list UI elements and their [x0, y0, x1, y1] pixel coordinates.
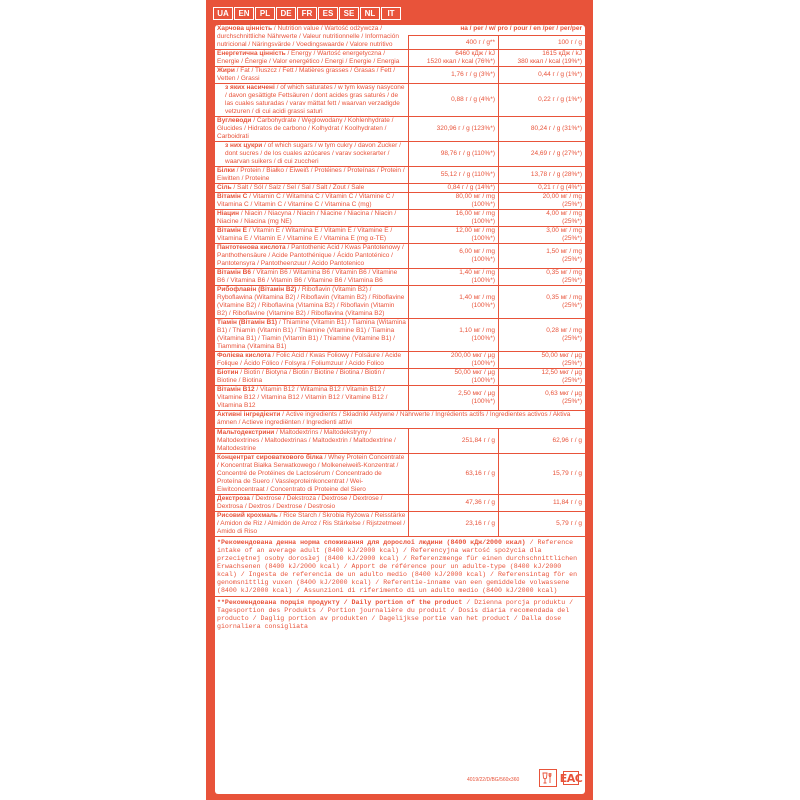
nutrient-name: Вітамін С — [217, 193, 248, 200]
value-line: 23,16 г / g — [465, 520, 495, 527]
value-per-100g — [498, 269, 585, 285]
value-per-100g — [498, 210, 585, 226]
value-line: 1,76 г / g (3%*) — [451, 71, 495, 78]
value-line: (100%*) — [471, 398, 495, 405]
value-line: (25%*) — [562, 277, 582, 284]
value-line: 4,00 мг / mg — [546, 210, 582, 217]
nutrient-translations: / Riboflavin (Vitamin B2) / Ryboflawina (Witamina B2) / Riboflavin (Vitamin B2) / Riboflavine (Vitamine B2) / Riboflavina (Vitamina B2) / Riboflavin (Vitamin B2) / Riboflavine (Vitamine B2) / Riboflavina (Vitamina B2) — [217, 286, 405, 317]
nutrient-name: з яких насичені — [225, 84, 275, 91]
value-line: 251,84 г / g — [461, 437, 495, 444]
value-line: (100%*) — [471, 335, 495, 342]
nutrient-row — [215, 352, 585, 369]
nutrient-translations: / Protein / Białko / Eiweiß / Protéines / Proteínas / Protein / Eiwitten / Proteine — [217, 167, 405, 182]
value-line: 24,69 г / g (27%*) — [530, 150, 582, 157]
header-per: на / per / w/ pro / pour / en /per / per/per — [408, 25, 585, 36]
nutrient-row — [215, 269, 585, 286]
nutrient-row — [215, 244, 585, 269]
value-line: 0,44 г / g (1%*) — [538, 71, 582, 78]
value-line: (25%*) — [562, 360, 582, 367]
active-label: Активні інгредієнти — [217, 411, 281, 418]
nutrient-translations: / Dextrose / Dekstroza / Dextrose / Dextrose / Dextrosa / Dextros / Dextrose / Destrosio — [217, 495, 383, 510]
nutrient-row — [215, 454, 585, 495]
nutrient-name: Вітамін Е — [217, 227, 247, 234]
nutrient-row — [215, 512, 585, 537]
nutrient-translations: / Vitamin C / Witamina C / Vitamin C / Vitamine C / Vitamina C / Vitamin C / Vitamine C / Vitamina C (mg) — [217, 193, 394, 208]
value-line: 1,40 мг / mg — [459, 269, 495, 276]
nutrient-name: Мальтодекстрини — [217, 429, 275, 436]
language-tag-fr: FR — [297, 7, 317, 20]
nutrient-translations: / Vitamin B6 / Witamina B6 / Vitamin B6 / Vitamine B6 / Vitamina B6 / Vitamin B6 / Vitamine B6 / Vitamina B6 — [217, 269, 398, 284]
nutrient-translations: / Rice Starch / Skrobia Ryżowa / Reisstärke / Amidon de Riz / Almidón de Arroz / Ris Stärkelse / Rijstzetmeel / Amido di Riso — [217, 512, 406, 535]
nutrient-name: Жири — [217, 67, 235, 74]
value-line: (25%*) — [562, 256, 582, 263]
nutrient-row — [215, 184, 585, 193]
value-line: 80,00 мг / mg — [455, 193, 495, 200]
value-per-portion — [408, 386, 498, 410]
value-per-100g — [498, 117, 585, 141]
value-line: 63,16 г / g — [465, 470, 495, 477]
value-line: (25%*) — [562, 335, 582, 342]
language-bar — [213, 7, 402, 20]
glass-fork-icon — [539, 769, 557, 787]
value-per-100g — [498, 50, 585, 66]
value-per-portion — [408, 244, 498, 268]
value-line: 0,22 г / g (1%*) — [538, 96, 582, 103]
footnote-daily-portion: **Рекомендована порція продукту / Daily portion of the product / Dzienna porcja produktu / Tagesportion des Produkts / Portion journalière du produit / Dosis diaria recomendada del producto / Daglig portion av produkten / Dagelijkse portie van het product / Dalla dose giornaliera consigliata — [217, 599, 574, 630]
nutrient-name: Рибофлавін (Вітамін В2) — [217, 286, 297, 293]
nutrient-name: Тіамін (Вітамін В1) — [217, 319, 278, 326]
value-per-portion — [408, 319, 498, 351]
value-per-100g — [498, 184, 585, 192]
value-line: (100%*) — [471, 277, 495, 284]
nutrient-name: Фолієва кислота — [217, 352, 271, 359]
value-per-portion — [408, 369, 498, 385]
nutrient-translations: / of which saturates / w tym kwasy nasycone / davon gesättigte Fettsäuren / dont acides gras saturés / de las cuales saturadas / varav mättat fett / waarvan verzadigde vetzuren / di cui acidi grassi saturi — [225, 84, 405, 115]
value-per-portion — [408, 454, 498, 494]
value-line: 12,00 мг / mg — [455, 227, 495, 234]
value-per-portion — [408, 50, 498, 66]
value-line: 1,10 мг / mg — [459, 327, 495, 334]
value-line: 6460 кДж / kJ — [455, 50, 495, 57]
value-per-portion — [408, 117, 498, 141]
value-per-100g — [498, 454, 585, 494]
value-line: 0,84 г / g (14%*) — [447, 184, 495, 191]
value-per-portion — [408, 142, 498, 166]
value-per-100g — [498, 84, 585, 116]
nutrient-name: Рисовий крохмаль — [217, 512, 278, 519]
nutrient-name: Білки — [217, 167, 235, 174]
value-line: (100%*) — [471, 218, 495, 225]
nutrient-row — [215, 67, 585, 84]
nutrient-translations: / Energy / Wartość energetyczna / Energie / Énergie / Valor energético / Energi / Energie / Energia — [217, 50, 400, 65]
nutrient-translations: / of which sugars / w tym cukry / davon Zucker / dont sucres / de los cuales azúcares / varav sockerarter / waarvan suikers / di cui zuccheri — [225, 142, 401, 165]
nutrient-translations: / Maltodextrins / Maltodekstryny / Maltodextrines / Maltodextrinas / Maltodextrin / Maltodextrine / Maltodestrine — [217, 429, 396, 452]
nutrient-row — [215, 429, 585, 454]
value-per-portion — [408, 67, 498, 83]
value-per-100g — [498, 352, 585, 368]
value-line: (25%*) — [562, 302, 582, 309]
value-per-100g — [498, 512, 585, 536]
nutrient-name: Енергетична цінність — [217, 50, 286, 57]
language-tag-es: ES — [318, 7, 338, 20]
value-per-100g — [498, 227, 585, 243]
nutrient-row — [215, 117, 585, 142]
value-per-portion — [408, 227, 498, 243]
value-per-portion — [408, 512, 498, 536]
value-line: 0,21 г / g (4%*) — [538, 184, 582, 191]
header-col1: 400 г / g** — [408, 36, 498, 49]
value-line: (25%*) — [562, 235, 582, 242]
value-line: 1615 кДж / kJ — [542, 50, 582, 57]
value-per-portion — [408, 429, 498, 453]
value-line: 15,79 г / g — [552, 470, 582, 477]
value-line: 62,96 г / g — [552, 437, 582, 444]
value-per-100g — [498, 429, 585, 453]
header-label-rest: / Nutrition value / Wartość odżywcza / durchschnittliche Nährwerte / Valeur nutritionnelle / Información nutricional / Näringsvärde / Voedingswaarde / Valore nutritivo — [217, 25, 399, 48]
nutrient-name: Вітамін В6 — [217, 269, 251, 276]
value-line: 47,36 г / g — [465, 499, 495, 506]
language-tag-ua: UA — [213, 7, 233, 20]
active-rows — [215, 429, 585, 537]
value-per-portion — [408, 495, 498, 511]
nutrient-row — [215, 193, 585, 210]
value-line: 3,00 мг / mg — [546, 227, 582, 234]
value-line: 5,79 г / g — [556, 520, 582, 527]
value-line: 200,00 мкг / µg — [450, 352, 495, 359]
value-line: 0,35 мг / mg — [546, 269, 582, 276]
value-per-portion — [408, 193, 498, 209]
nutrient-row — [215, 386, 585, 411]
nutrient-row — [215, 84, 585, 117]
value-line: (25%*) — [562, 218, 582, 225]
nutrient-name: Пантотенова кислота — [217, 244, 286, 251]
value-line: (100%*) — [471, 201, 495, 208]
nutrient-translations: / Vitamin E / Witamina E / Vitamin E / Vitamine E / Vitamina E / Vitamin E / Vitamine E / Vitamina E (mg α-TE) — [217, 227, 393, 242]
value-line: 0,63 мкг / µg — [545, 390, 582, 397]
value-per-portion — [408, 286, 498, 318]
value-line: 2,50 мкг / µg — [458, 390, 495, 397]
nutrient-translations: / Thiamine (Vitamin B1) / Tiamina (Witamina B1) / Thiamin (Vitamin B1) / Thiamine (Vitamine B1) / Tiamina (Vitamina B1) / Tiamin (Vitamin B1) / Thiamine (Vitamine B1) / Tiammina (Vitamina B1) — [217, 319, 406, 350]
value-line: (100%*) — [471, 302, 495, 309]
value-per-100g — [498, 286, 585, 318]
nutrient-row — [215, 227, 585, 244]
value-line: (25%*) — [562, 377, 582, 384]
nutrient-row — [215, 50, 585, 67]
value-line: 80,24 г / g (31%*) — [530, 125, 582, 132]
value-line: 13,78 г / g (28%*) — [530, 171, 582, 178]
nutrient-row — [215, 319, 585, 352]
value-line: (100%*) — [471, 235, 495, 242]
value-per-100g — [498, 319, 585, 351]
value-per-100g — [498, 495, 585, 511]
value-line: (100%*) — [471, 377, 495, 384]
value-per-portion — [408, 269, 498, 285]
value-per-100g — [498, 142, 585, 166]
footnote-reference-intake: *Рекомендована денна норма споживання для дорослої людини (8400 кДж/2000 ккал) / Reference intake of an average adult (8400 kJ/2000 kcal) / Referencyjna wartość spożycia dla przeciętnej osoby dorosłej (8400 kJ/2000 kcal) / Referenzmenge für einen durchschnittlichen Erwachsenen (8400 kJ/2000 kcal) / Apport de référence pour un adulte-type (8400 kJ/2000 kcal) / Ingesta de referencia de un adulto medio (8400 kJ/2000 kcal) / Referensintag för en genomsnittlig vuxen (8400 kJ/2000 kcal) / Referentie-inname van een gemiddelde volwassene (8400 kJ/2000 kcal) / Assunzioni di riferimento di un adulto medio (8400 kJ/2000 kcal) — [215, 537, 585, 597]
nutrient-name: Концентрат сироваткового білка — [217, 454, 323, 461]
nutrient-translations: / Carbohydrate / Węglowodany / Kohlenhydrate / Glucides / Hidratos de carbono / Kolhydrat / Koolhydraten / Carboidrati — [217, 117, 394, 140]
value-line: 0,88 г / g (4%*) — [451, 96, 495, 103]
language-tag-en: EN — [234, 7, 254, 20]
value-line: 1,50 мг / mg — [546, 248, 582, 255]
nutrient-translations: / Folic Acid / Kwas Foliowy / Folsäure / Acide Folique / Ácido Fólico / Folsyra / Foliumzuur / Acido Folico — [217, 352, 402, 367]
nutrient-translations: / Vitamin B12 / Witamina B12 / Vitamin B12 / Vitamine B12 / Vitamina B12 / Vitamin B12 / Vitamine B12 / Vitamina B12 — [217, 386, 388, 409]
nutrition-panel — [215, 25, 585, 794]
nutrient-translations: / Whey Protein Concentrate / Koncentrat Białka Serwatkowego / Molkeneiweiß-Konzentrat / Concentré de Protéines de Lactosérum / Concentrado de Proteína de Suero / Vassleproteinkoncentrat / Wei-Eiwitconcentraat / Concentrato di Proteine del Siero — [217, 454, 405, 493]
nutrient-name: Вітамін В12 — [217, 386, 255, 393]
value-per-100g — [498, 244, 585, 268]
nutrient-translations: / Pantothenic Acid / Kwas Pantotenowy / Panthothensäure / Acide Pantothénique / Ácido Pantoténico / Pantotensyra / Pantotheenzuur / Acido Pantotenico — [217, 244, 404, 267]
value-line: (25%*) — [562, 398, 582, 405]
language-tag-it: IT — [381, 7, 401, 20]
value-per-100g — [498, 67, 585, 83]
value-per-100g — [498, 193, 585, 209]
value-line: 98,76 г / g (110%*) — [440, 150, 495, 157]
value-line: 1,40 мг / mg — [459, 294, 495, 301]
value-line: 6,00 мг / mg — [459, 248, 495, 255]
value-line: 0,35 мг / mg — [546, 294, 582, 301]
value-line: 50,00 мкг / µg — [454, 369, 495, 376]
product-label — [206, 0, 593, 800]
value-per-portion — [408, 210, 498, 226]
nutrient-row — [215, 210, 585, 227]
product-code: 4019/22/D/BG/560x360 — [467, 777, 520, 783]
value-line: 50,00 мкг / µg — [541, 352, 582, 359]
header-row — [215, 25, 585, 50]
nutrient-translations: / Biotin / Biotyna / Biotin / Biotine / Biotina / Biotin / Biotine / Biotina — [217, 369, 385, 384]
header-col2: 100 г / g — [498, 36, 585, 49]
nutrient-row — [215, 369, 585, 386]
language-tag-de: DE — [276, 7, 296, 20]
value-line: 11,84 г / g — [553, 499, 582, 506]
value-per-100g — [498, 369, 585, 385]
nutrient-name: Декстроза — [217, 495, 250, 502]
nutrient-translations: / Salt / Sól / Salz / Sel / Sal / Salt / Zout / Sale — [231, 184, 365, 191]
language-tag-se: SE — [339, 7, 359, 20]
nutrient-name: Біотин — [217, 369, 239, 376]
nutrient-row — [215, 286, 585, 319]
nutrient-name: Вуглеводи — [217, 117, 252, 124]
value-line: 1520 ккал / kcal (76%*) — [426, 58, 495, 65]
active-header: Активні інгредієнти / Active ingredients / Składniki Aktywne / Nährwerte / Ingrédients actifs / Ingredientes activos / Aktiva ämnen / Actieve ingrediënten / Ingredienti attivi — [215, 411, 585, 429]
value-per-100g — [498, 386, 585, 410]
nutrient-name: Сіль — [217, 184, 232, 191]
value-line: 20,00 мг / mg — [542, 193, 582, 200]
nutrient-rows — [215, 50, 585, 411]
value-per-portion — [408, 167, 498, 183]
value-line: 0,28 мг / mg — [546, 327, 582, 334]
nutrient-row — [215, 167, 585, 184]
nutrient-row — [215, 142, 585, 167]
value-per-portion — [408, 84, 498, 116]
value-line: (100%*) — [471, 256, 495, 263]
value-per-portion — [408, 184, 498, 192]
value-line: (25%*) — [562, 201, 582, 208]
nutrient-translations: / Fat / Tłuszcz / Fett / Matières grasses / Grasas / Fett / Vetten / Grassi — [217, 67, 396, 82]
language-tag-nl: NL — [360, 7, 380, 20]
nutrient-name: Ніацин — [217, 210, 240, 217]
nutrient-translations: / Niacin / Niacyna / Niacin / Niacine / Niacina / Niacin / Niacine / Niacina (mg NE) — [217, 210, 397, 225]
value-per-portion — [408, 352, 498, 368]
language-tag-pl: PL — [255, 7, 275, 20]
value-line: 320,96 г / g (123%*) — [436, 125, 495, 132]
value-line: (100%*) — [471, 360, 495, 367]
eac-mark-icon: EAC — [559, 771, 583, 785]
nutrient-name: з них цукри — [225, 142, 263, 149]
value-line: 55,12 г / g (110%*) — [440, 171, 495, 178]
nutrient-row — [215, 495, 585, 512]
value-line: 16,00 мг / mg — [455, 210, 495, 217]
value-line: 12,50 мкг / µg — [541, 369, 582, 376]
value-line: 380 ккал / kcal (19%*) — [517, 58, 582, 65]
header-label: Харчова цінність — [217, 25, 273, 32]
value-per-100g — [498, 167, 585, 183]
